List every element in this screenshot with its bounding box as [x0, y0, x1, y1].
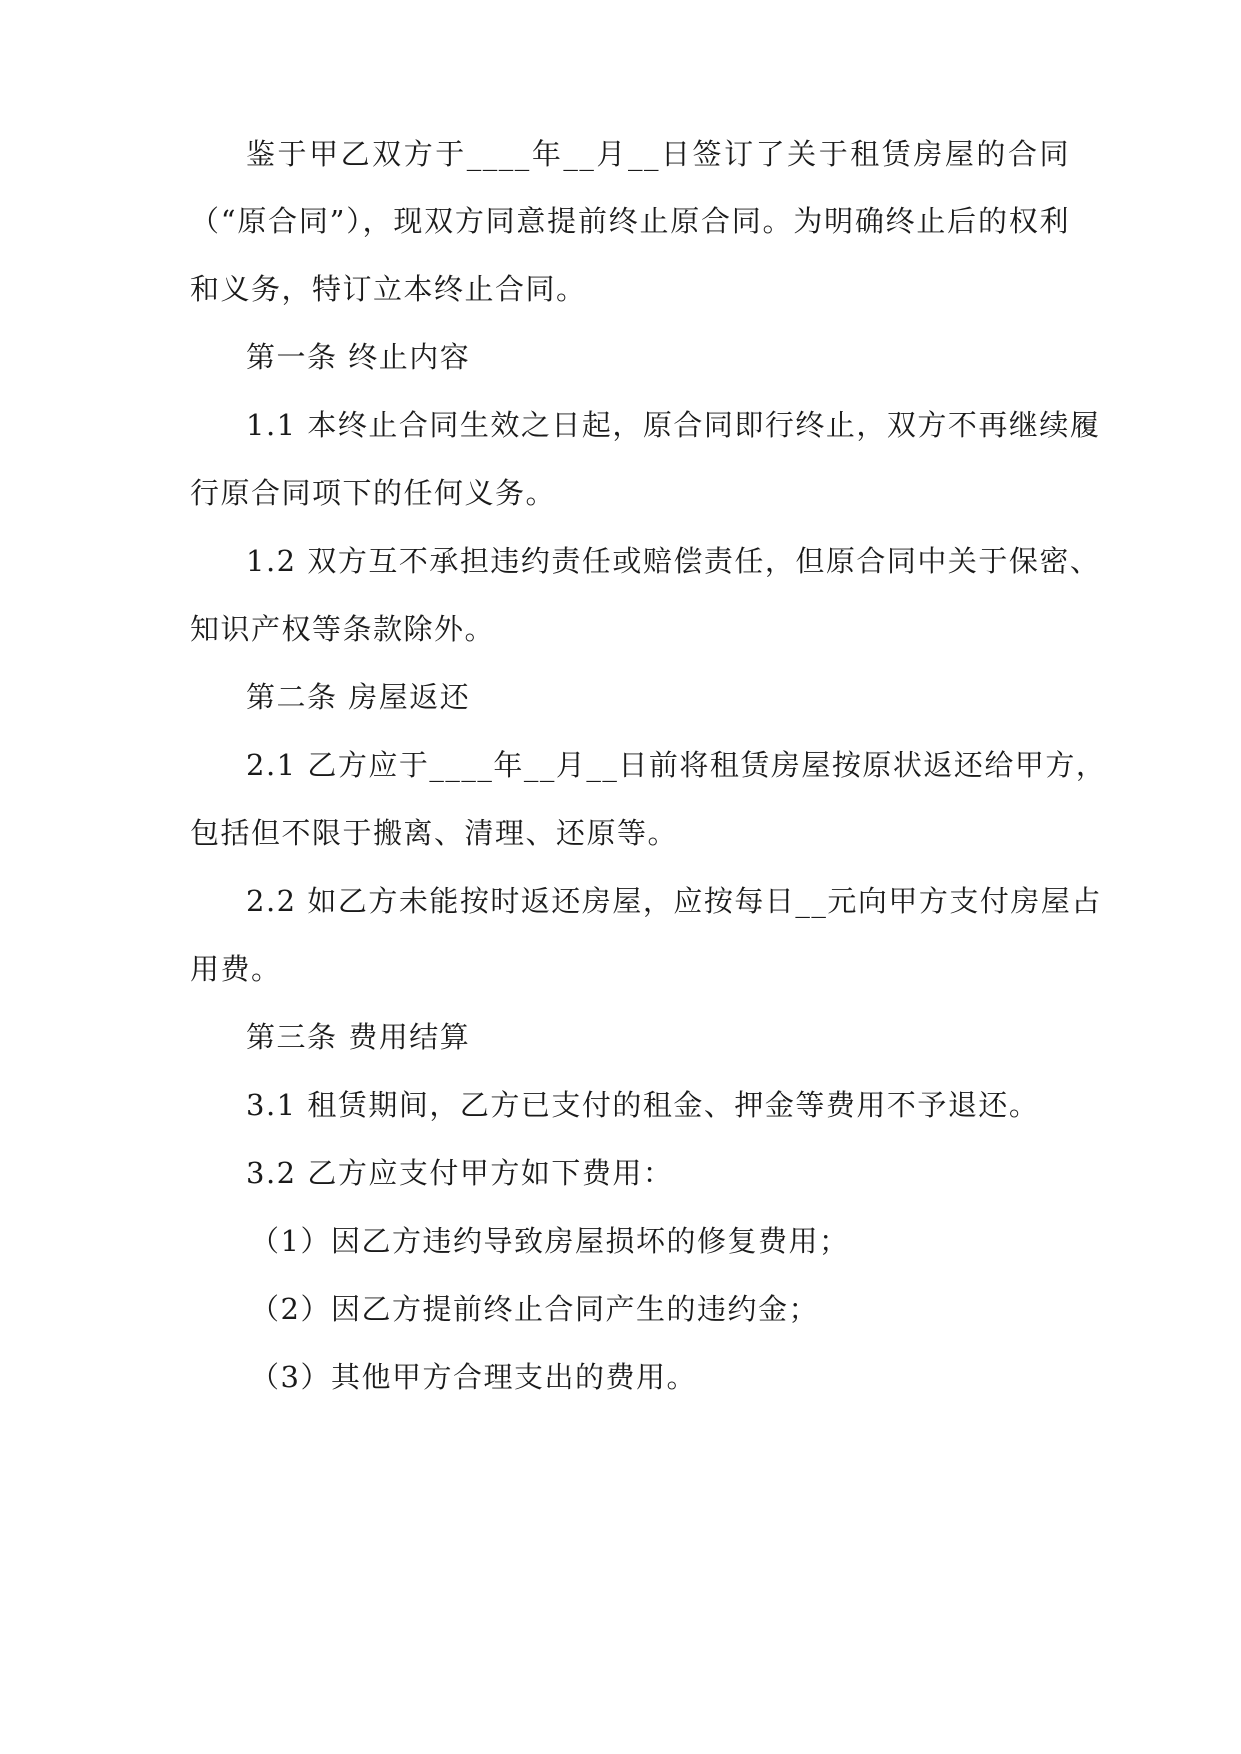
- preamble-line-1: 鉴于甲乙双方于____年__月__日签订了关于租赁房屋的合同: [246, 137, 1070, 171]
- clause-2-1-line-2: 包括但不限于搬离、清理、还原等。: [190, 816, 679, 850]
- preamble-line-3: 和义务，特订立本终止合同。: [190, 272, 587, 306]
- article-2-heading: 第二条 房屋返还: [246, 680, 471, 714]
- clause-1-2-line-2: 知识产权等条款除外。: [190, 612, 496, 646]
- article-1-heading: 第一条 终止内容: [246, 340, 471, 374]
- clause-2-2-line-1: 2.2 如乙方未能按时返还房屋，应按每日__元向甲方支付房屋占: [246, 884, 1102, 918]
- clause-1-2-line-1: 1.2 双方互不承担违约责任或赔偿责任，但原合同中关于保密、: [246, 544, 1101, 578]
- clause-2-2-line-2: 用费。: [190, 952, 282, 986]
- clause-1-1-line-1: 1.1 本终止合同生效之日起，原合同即行终止，双方不再继续履: [246, 408, 1101, 442]
- clause-1-1-line-2: 行原合同项下的任何义务。: [190, 476, 557, 510]
- clause-2-1-line-1: 2.1 乙方应于____年__月__日前将租赁房屋按原状返还给甲方，: [246, 748, 1107, 782]
- clause-3-1: 3.1 租赁期间，乙方已支付的租金、押金等费用不予退还。: [246, 1088, 1040, 1122]
- list-item: （2）因乙方提前终止合同产生的违约金；: [250, 1292, 819, 1326]
- preamble-line-2: （“原合同”），现双方同意提前终止原合同。为明确终止后的权利: [190, 204, 1070, 238]
- clause-3-2: 3.2 乙方应支付甲方如下费用：: [246, 1156, 674, 1190]
- article-3-heading: 第三条 费用结算: [246, 1020, 471, 1054]
- list-item: （1）因乙方违约导致房屋损坏的修复费用；: [250, 1224, 850, 1258]
- list-item: （3）其他甲方合理支出的费用。: [250, 1360, 697, 1394]
